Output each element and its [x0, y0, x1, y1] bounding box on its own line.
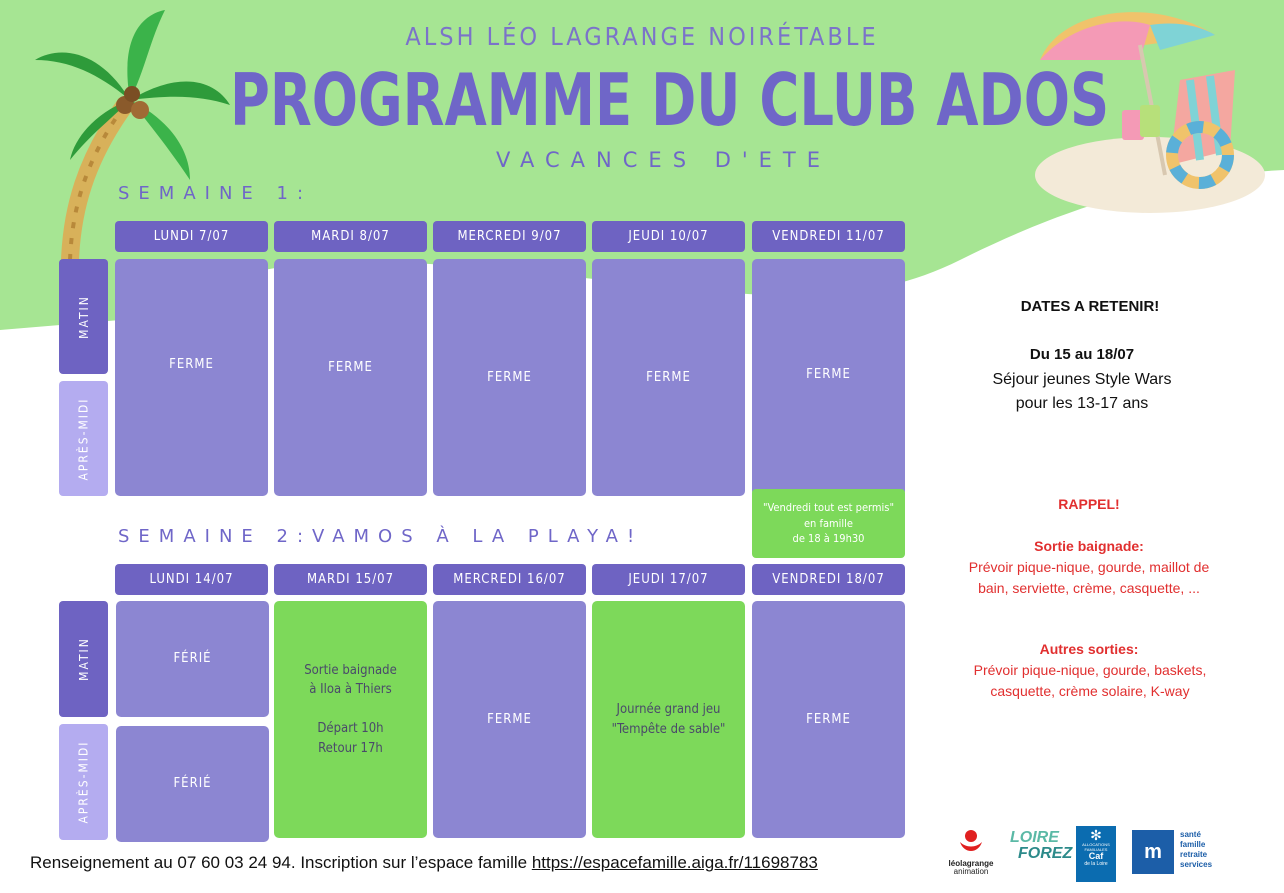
- week2-thursday: Journée grand jeu "Tempête de sable": [592, 601, 745, 838]
- week2-day-header: LUNDI 14/07: [115, 564, 268, 595]
- week2-wednesday: FERME: [433, 601, 586, 838]
- loire-logo-text: LOIRE: [1010, 829, 1059, 846]
- friday-family-note: "Vendredi tout est permis" en famille de 18 à 19h30: [752, 489, 905, 558]
- leo-lagrange-logo: [945, 828, 997, 878]
- week1-cell: FERME: [115, 259, 268, 496]
- dates-line1: Séjour jeunes Style Wars: [992, 371, 1172, 388]
- baignade-text: Prévoir pique-nique, gourde, maillot de bain, serviette, crème, casquette, ...: [968, 559, 1210, 596]
- leo-logo-text: léolagrange: [948, 859, 994, 868]
- week1-label: SEMAINE 1:: [118, 183, 313, 204]
- week1-day-header: MERCREDI 9/07: [433, 221, 586, 252]
- week2-day-header: JEUDI 17/07: [592, 564, 745, 595]
- week2-label: SEMAINE 2:VAMOS À LA PLAYA!: [118, 526, 644, 547]
- caf-logo-line2: FAMILIALES: [1084, 846, 1108, 852]
- week2-monday-afternoon: FÉRIÉ: [116, 726, 269, 842]
- dates-range: Du 15 au 18/07: [1029, 346, 1135, 363]
- caf-logo: [1076, 826, 1116, 882]
- afternoon-label: APRÈS-MIDI: [76, 740, 91, 824]
- caf-logo-name: Caf: [1088, 851, 1104, 862]
- organization-name: ALSH LÉO LAGRANGE NOIRÉTABLE: [405, 22, 879, 51]
- week2-monday-morning: FÉRIÉ: [116, 601, 269, 717]
- week1-cell: FERME: [433, 259, 586, 496]
- registration-link[interactable]: https://espacefamille.aiga.fr/11698783: [531, 853, 818, 872]
- rappel-heading: RAPPEL!: [1058, 496, 1120, 512]
- week2-day-header: MARDI 15/07: [274, 564, 427, 595]
- msa-line: santé: [1180, 830, 1201, 839]
- week1-morning-tab: [59, 259, 108, 374]
- msa-line: retraite: [1180, 850, 1208, 859]
- dates-line2: pour les 13-17 ans: [1015, 395, 1149, 412]
- week1-day-header: MARDI 8/07: [274, 221, 427, 252]
- msa-mark-icon: m: [1132, 830, 1174, 874]
- week2-morning-tab: [59, 601, 108, 717]
- baignade-heading: Sortie baignade:: [1034, 538, 1144, 554]
- week1-cell: FERME: [592, 259, 745, 496]
- autres-heading: Autres sorties:: [1039, 641, 1139, 657]
- footer-text: Renseignement au 07 60 03 24 94. Inscription sur l’espace famille: [30, 853, 532, 872]
- afternoon-label: APRÈS-MIDI: [76, 397, 91, 480]
- caf-logo-line1: ALLOCATIONS: [1082, 842, 1110, 848]
- week2-afternoon-tab: [59, 724, 108, 840]
- week2-day-header: VENDREDI 18/07: [752, 564, 905, 595]
- msa-line: services: [1180, 860, 1213, 869]
- autres-text: Prévoir pique-nique, gourde, baskets, casquette, crème solaire, K-way: [973, 662, 1207, 699]
- week1-cell: FERME: [274, 259, 427, 496]
- leo-lagrange-icon: [956, 828, 986, 856]
- loire-forez-logo: [1010, 829, 1073, 876]
- forez-logo-text: FOREZ: [1018, 845, 1073, 862]
- footer: [30, 853, 818, 873]
- morning-label: MATIN: [76, 637, 91, 681]
- caf-flower-icon: ✻: [1090, 827, 1102, 843]
- caf-logo-region: de la Loire: [1084, 861, 1108, 868]
- week2-day-header: MERCREDI 16/07: [433, 564, 586, 595]
- week1-afternoon-tab: [59, 381, 108, 496]
- week2-tuesday: Sortie baignade à Iloa à Thiers Départ 10h Retour 17h: [274, 601, 427, 838]
- page-title: PROGRAMME DU CLUB ADOS: [230, 58, 1110, 142]
- leo-logo-subtext: animation: [953, 867, 989, 876]
- week1-day-header: LUNDI 7/07: [115, 221, 268, 252]
- morning-label: MATIN: [76, 294, 91, 339]
- week1-cell: FERME: [752, 259, 905, 496]
- page-subtitle: VACANCES D'ETE: [496, 148, 832, 172]
- dates-heading: DATES A RETENIR!: [1020, 298, 1160, 315]
- msa-line: famille: [1180, 840, 1206, 849]
- week1-day-header: JEUDI 10/07: [592, 221, 745, 252]
- msa-logo: [1132, 830, 1228, 874]
- week2-friday: FERME: [752, 601, 905, 838]
- week1-day-header: VENDREDI 11/07: [752, 221, 905, 252]
